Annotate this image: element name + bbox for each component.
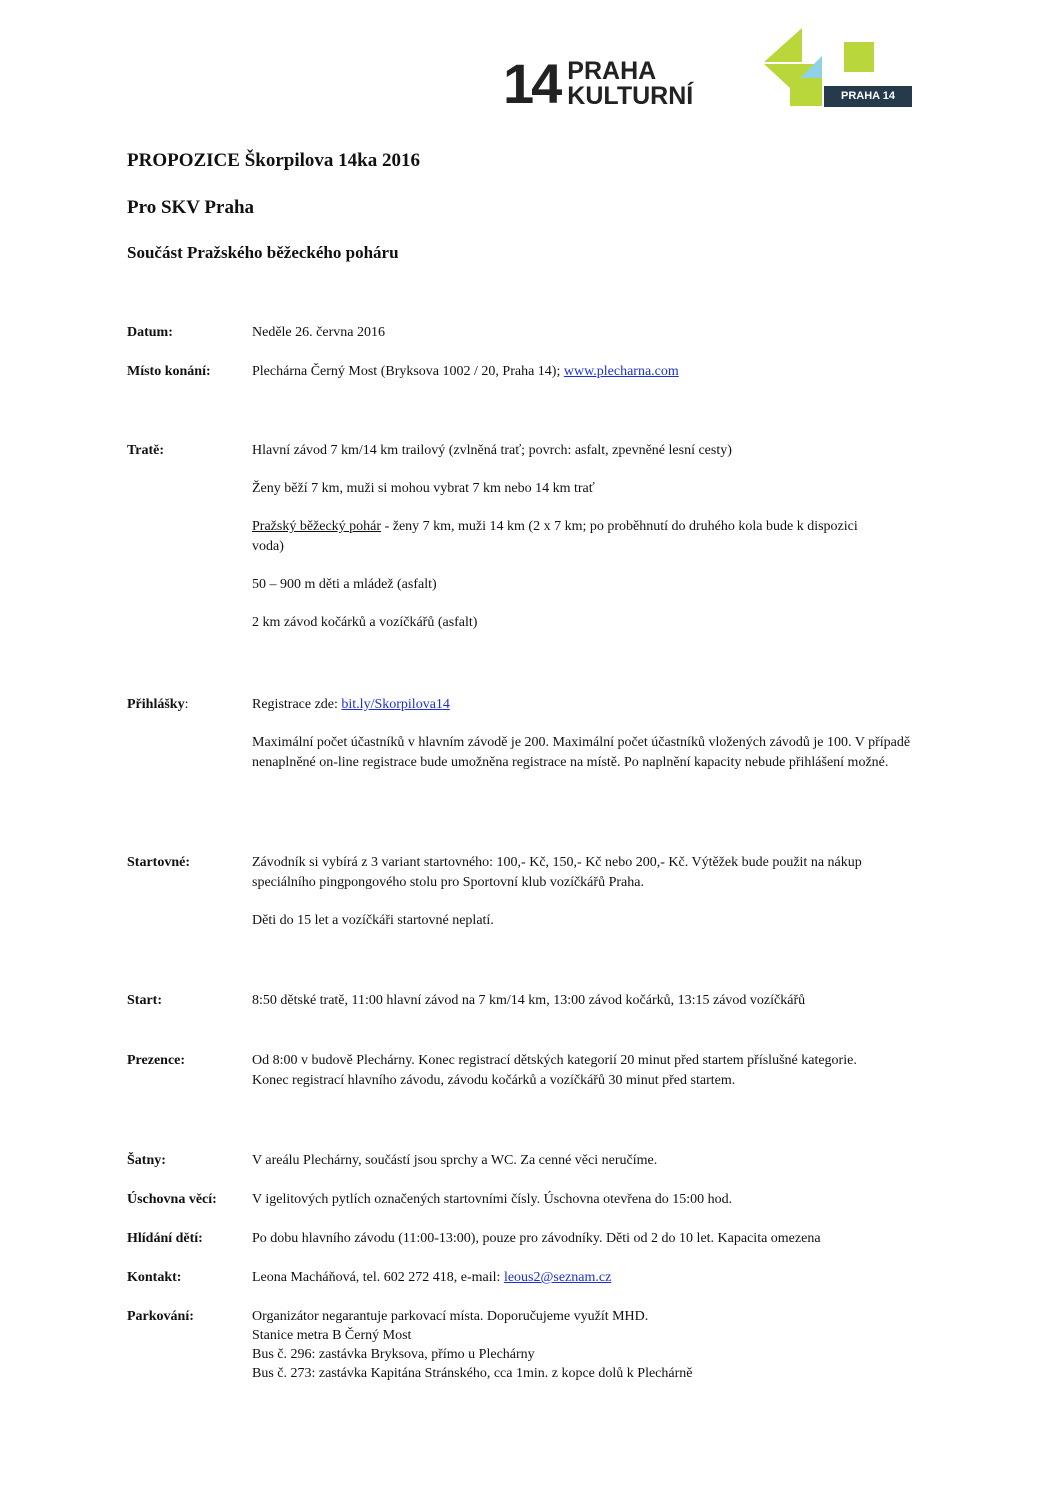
fee-info: Závodník si vybírá z 3 variant startovného: 100,- Kč, 150,- Kč nebo 200,- Kč. Výtěžek bude použit na nákup speciálního pingpongového stolu pro Sportovní klub vozíčkářů Praha. [252, 855, 862, 890]
value-kontakt: Leona Macháňová, tel. 602 272 418, e-mail: leous2@seznam.cz [252, 1270, 612, 1285]
parking-line: Stanice metra B Černý Most [252, 1328, 412, 1343]
label-parkovani: Parkování: [127, 1309, 194, 1324]
trate-kids: 50 – 900 m děti a mládež (asfalt) [252, 577, 437, 592]
logo-green-square [844, 42, 874, 72]
value-parkovani [252, 1307, 932, 1383]
document-subtitle-2: Součást Pražského běžeckého poháru [127, 243, 399, 262]
value-start: 8:50 dětské tratě, 11:00 hlavní závod na 7 km/14 km, 13:00 závod kočárků, 13:15 závod vozíčkářů [252, 993, 806, 1008]
logo-number: 14 [503, 52, 560, 115]
label-hlidani: Hlídání dětí: [127, 1231, 203, 1246]
parking-line: Organizátor negarantuje parkovací místa. Doporučujeme využít MHD. [252, 1309, 649, 1324]
cup-link[interactable]: Pražský běžecký pohár [252, 519, 382, 534]
value-satny: V areálu Plechárny, součástí jsou sprchy a WC. Za cenné věci neručíme. [252, 1153, 658, 1168]
label-startovne: Startovné: [127, 855, 190, 870]
value-prezence: Od 8:00 v budově Plechárny. Konec registrací dětských kategorií 20 minut před startem příslušné kategorie. Konec registrací hlavního závodu, závodu kočárků a vozíčkářů 30 minut před startem. [252, 1053, 857, 1088]
label-start: Start: [127, 993, 162, 1008]
label-prezence: Prezence: [127, 1053, 186, 1068]
label-satny: Šatny: [127, 1153, 166, 1168]
parking-line: Bus č. 296: zastávka Bryksova, přímo u Plechárny [252, 1347, 535, 1362]
trate-strollers: 2 km závod kočárků a vozíčkářů (asfalt) [252, 615, 478, 630]
logo-green-triangle [764, 28, 802, 62]
label-trate: Tratě: [127, 443, 165, 458]
value-misto: Plechárna Černý Most (Bryksova 1002 / 20, Praha 14); www.plecharna.com [252, 364, 679, 379]
value-datum: Neděle 26. června 2016 [252, 325, 385, 340]
value-prihlasky [252, 695, 932, 791]
trate-women-men: Ženy běží 7 km, muži si mohou vybrat 7 km nebo 14 km trať [252, 481, 595, 496]
praha-kulturni-logo [503, 52, 694, 115]
value-hlidani: Po dobu hlavního závodu (11:00-13:00), pouze pro závodníky. Děti od 2 do 10 let. Kapacita omezena [252, 1231, 821, 1246]
trate-main: Hlavní závod 7 km/14 km trailový (zvlněná trať; povrch: asfalt, zpevněné lesní cesty) [252, 443, 732, 458]
document-title: PROPOZICE Škorpilova 14ka 2016 [127, 150, 420, 171]
trate-cup: Pražský běžecký pohár - ženy 7 km, muži 14 km (2 x 7 km; po proběhnutí do druhého kola bude k dispozici voda) [252, 519, 858, 554]
praha14-badge: PRAHA 14 [824, 86, 912, 107]
plecharna-link[interactable]: www.plecharna.com [563, 364, 679, 379]
value-startovne [252, 853, 932, 949]
logo-green-wedge [764, 64, 790, 88]
value-uschovna: V igelitových pytlích označených startovními čísly. Úschovna otevřena do 15:00 hod. [252, 1192, 733, 1207]
capacity-info: Maximální počet účastníků v hlavním závodě je 200. Maximální počet účastníků vložených závodů je 100. V případě nenaplněné on-line registrace bude umožněna registrace na místě. Po naplnění kapacity nebude přihlášení možné. [252, 735, 911, 770]
label-uschovna: Úschovna věcí: [127, 1192, 217, 1207]
logo-words: PRAHA KULTURNÍ [567, 57, 694, 110]
label-prihlasky: Přihlášky: [127, 697, 189, 712]
fee-free: Děti do 15 let a vozíčkáři startovné neplatí. [252, 913, 494, 928]
label-kontakt: Kontakt: [127, 1270, 182, 1285]
label-datum: Datum: [127, 325, 173, 340]
label-misto: Místo konání: [127, 364, 211, 379]
registration: Registrace zde: bit.ly/Skorpilova14 [252, 697, 450, 712]
value-trate [252, 441, 932, 651]
registration-link[interactable]: bit.ly/Skorpilova14 [341, 697, 450, 712]
email-link[interactable]: leous2@seznam.cz [503, 1270, 612, 1285]
document-subtitle: Pro SKV Praha [127, 197, 255, 218]
parking-line: Bus č. 273: zastávka Kapitána Stránského, cca 1min. z kopce dolů k Plechárně [252, 1366, 693, 1381]
